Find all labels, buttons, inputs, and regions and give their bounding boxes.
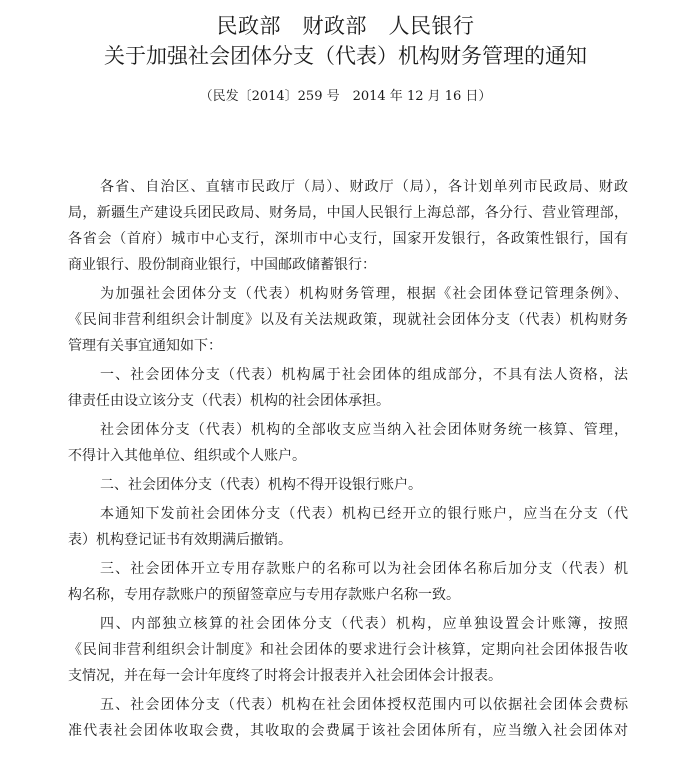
- paragraph-item-1: [68, 362, 628, 414]
- text-line: 《民间非营利组织会计制度》和社会团体的要求进行会计核算，定期向社会团体报告收: [68, 642, 628, 658]
- paragraph-item-5: [68, 692, 628, 744]
- text-line: 二、社会团体分支（代表）机构不得开设银行账户。: [100, 477, 422, 493]
- text-line: 不得计入其他单位、组织或个人账户。: [68, 448, 306, 464]
- text-line: 四、内部独立核算的社会团体分支（代表）机构，应单独设置会计账簿，按照: [100, 616, 628, 632]
- document-number: （民发〔2014〕259 号 2014 年 12 月 16 日）: [199, 89, 492, 104]
- text-line: 各省会（首府）城市中心支行，深圳市中心支行，国家开发银行，各政策性银行，国有: [68, 231, 628, 247]
- document-body: [68, 174, 628, 744]
- text-line: 为加强社会团体分支（代表）机构财务管理，根据《社会团体登记管理条例》、: [100, 286, 628, 302]
- text-line: 支情况，并在每一会计年度终了时将会计报表并入社会团体会计报表。: [68, 668, 502, 684]
- text-line: 本通知下发前社会团体分支（代表）机构已经开立的银行账户，应当在分支（代: [100, 506, 628, 522]
- paragraph-item-1-detail: [68, 417, 628, 469]
- text-line: 《民间非营利组织会计制度》以及有关法规政策，现就社会团体分支（代表）机构财务: [68, 312, 628, 328]
- text-line: 各省、自治区、直辖市民政厅（局）、财政厅（局），各计划单列市民政局、财政: [100, 179, 628, 195]
- text-line: 管理有关事宜通知如下：: [68, 338, 222, 354]
- text-line: 构名称，专用存款账户的预留签章应与专用存款账户名称一致。: [68, 587, 460, 603]
- paragraph-addressees: [68, 174, 628, 278]
- text-line: 准代表社会团体收取会费，其收取的会费属于该社会团体所有，应当缴入社会团体对: [68, 723, 628, 739]
- document-title: 关于加强社会团体分支（代表）机构财务管理的通知: [104, 44, 587, 68]
- paragraph-item-4: [68, 611, 628, 689]
- paragraph-item-2-detail: [68, 501, 628, 553]
- text-line: 三、社会团体开立专用存款账户的名称可以为社会团体名称后加分支（代表）机: [100, 561, 628, 577]
- text-line: 律责任由设立该分支（代表）机构的社会团体承担。: [68, 393, 390, 409]
- paragraph-preamble: [68, 281, 628, 359]
- text-line: 一、社会团体分支（代表）机构属于社会团体的组成部分，不具有法人资格，法: [100, 367, 628, 383]
- text-line: 商业银行、股份制商业银行，中国邮政储蓄银行：: [68, 257, 376, 273]
- text-line: 社会团体分支（代表）机构的全部收支应当纳入社会团体财务统一核算、管理，: [100, 422, 628, 438]
- text-line: 局，新疆生产建设兵团民政局、财务局，中国人民银行上海总部，各分行、营业管理部，: [68, 205, 628, 221]
- issuing-authorities: 民政部 财政部 人民银行: [216, 14, 475, 38]
- text-line: 表）机构登记证书有效期满后撤销。: [68, 532, 292, 548]
- paragraph-item-3: [68, 556, 628, 608]
- text-line: 五、社会团体分支（代表）机构在社会团体授权范围内可以依据社会团体会费标: [100, 697, 628, 713]
- paragraph-item-2: [68, 472, 628, 498]
